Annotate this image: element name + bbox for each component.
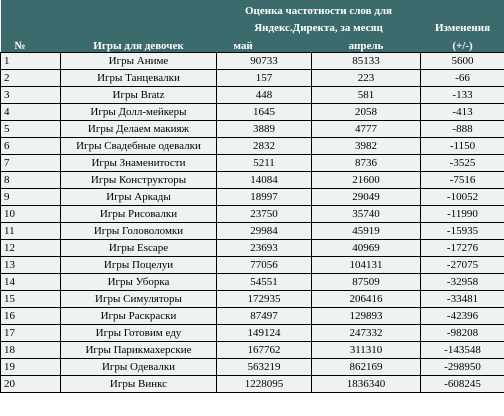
row-number-cell: 12 <box>1 240 61 257</box>
table-row <box>1 138 504 155</box>
change-value-cell: -17276 <box>421 240 504 257</box>
change-value-cell: -888 <box>421 121 504 138</box>
table-row <box>1 206 504 223</box>
game-name-cell: Игры Bratz <box>61 87 217 104</box>
change-value-cell: -10052 <box>421 189 504 206</box>
may-value-cell: 18997 <box>217 189 312 206</box>
april-value-cell: 1836340 <box>312 376 421 393</box>
row-number-cell: 20 <box>1 376 61 393</box>
change-value-cell: -1150 <box>421 138 504 155</box>
change-value-cell: -413 <box>421 104 504 121</box>
may-value-cell: 1645 <box>217 104 312 121</box>
april-value-cell: 45919 <box>312 223 421 240</box>
row-number-cell: 9 <box>1 189 61 206</box>
april-value-cell: 85133 <box>312 53 421 70</box>
game-name-cell: Игры Поцелуи <box>61 257 217 274</box>
change-value-cell: -11990 <box>421 206 504 223</box>
change-value-cell: -32958 <box>421 274 504 291</box>
may-value-cell: 90733 <box>217 53 312 70</box>
row-number-cell: 17 <box>1 325 61 342</box>
game-name-cell: Игры Симуляторы <box>61 291 217 308</box>
table-row <box>1 342 504 359</box>
game-name-cell: Игры Готовим еду <box>61 325 217 342</box>
change-value-cell: -7516 <box>421 172 504 189</box>
table-row <box>1 376 504 393</box>
game-name-cell: Игры Винкс <box>61 376 217 393</box>
table-row <box>1 155 504 172</box>
game-name-cell: Игры Знаменитости <box>61 155 217 172</box>
game-column-header: Игры для девочек <box>61 34 217 53</box>
row-number-cell: 2 <box>1 70 61 87</box>
frequency-header-line2: Яндекс.Директа, за месяц <box>217 17 421 34</box>
change-header-line2: (+/-) <box>421 34 504 53</box>
number-column-header: № <box>1 34 61 53</box>
row-number-cell: 8 <box>1 172 61 189</box>
game-name-cell: Игры Уборка <box>61 274 217 291</box>
table-row <box>1 223 504 240</box>
april-value-cell: 104131 <box>312 257 421 274</box>
game-name-cell: Игры Свадебные одевалки <box>61 138 217 155</box>
table-row <box>1 308 504 325</box>
may-value-cell: 87497 <box>217 308 312 325</box>
table-header <box>1 0 504 53</box>
game-name-cell: Игры Рисовалки <box>61 206 217 223</box>
april-value-cell: 311310 <box>312 342 421 359</box>
row-number-cell: 13 <box>1 257 61 274</box>
may-value-cell: 29984 <box>217 223 312 240</box>
table-row <box>1 121 504 138</box>
may-value-cell: 149124 <box>217 325 312 342</box>
table-row <box>1 325 504 342</box>
table-row <box>1 172 504 189</box>
april-value-cell: 8736 <box>312 155 421 172</box>
table-row <box>1 189 504 206</box>
row-number-cell: 19 <box>1 359 61 376</box>
change-value-cell: -298950 <box>421 359 504 376</box>
may-value-cell: 77056 <box>217 257 312 274</box>
game-name-cell: Игры Аниме <box>61 53 217 70</box>
game-name-cell: Игры Конструкторы <box>61 172 217 189</box>
may-value-cell: 448 <box>217 87 312 104</box>
may-value-cell: 3889 <box>217 121 312 138</box>
row-number-cell: 3 <box>1 87 61 104</box>
table-row <box>1 359 504 376</box>
may-value-cell: 157 <box>217 70 312 87</box>
table-row <box>1 87 504 104</box>
april-value-cell: 206416 <box>312 291 421 308</box>
april-column-header: апрель <box>312 34 421 53</box>
change-value-cell: -15935 <box>421 223 504 240</box>
change-value-cell: -98208 <box>421 325 504 342</box>
game-name-cell: Игры Делаем макияж <box>61 121 217 138</box>
table-row <box>1 291 504 308</box>
may-column-header: май <box>217 34 312 53</box>
game-name-cell: Игры Долл-мейкеры <box>61 104 217 121</box>
change-value-cell: -42396 <box>421 308 504 325</box>
table-row <box>1 274 504 291</box>
change-header-line1: Изменения <box>421 17 504 34</box>
april-value-cell: 2058 <box>312 104 421 121</box>
april-value-cell: 35740 <box>312 206 421 223</box>
may-value-cell: 172935 <box>217 291 312 308</box>
row-number-cell: 14 <box>1 274 61 291</box>
change-value-cell: -608245 <box>421 376 504 393</box>
game-name-cell: Игры Раскраски <box>61 308 217 325</box>
row-number-cell: 11 <box>1 223 61 240</box>
change-value-cell: -3525 <box>421 155 504 172</box>
may-value-cell: 14084 <box>217 172 312 189</box>
change-value-cell: -27075 <box>421 257 504 274</box>
row-number-cell: 7 <box>1 155 61 172</box>
row-number-cell: 18 <box>1 342 61 359</box>
table-row <box>1 257 504 274</box>
table-row <box>1 70 504 87</box>
april-value-cell: 223 <box>312 70 421 87</box>
game-name-cell: Игры Парикмахерские <box>61 342 217 359</box>
april-value-cell: 87509 <box>312 274 421 291</box>
row-number-cell: 16 <box>1 308 61 325</box>
change-value-cell: -143548 <box>421 342 504 359</box>
april-value-cell: 862169 <box>312 359 421 376</box>
may-value-cell: 563219 <box>217 359 312 376</box>
change-value-cell: 5600 <box>421 53 504 70</box>
may-value-cell: 23750 <box>217 206 312 223</box>
frequency-header-line1: Оценка частотности слов для <box>217 0 421 17</box>
change-value-cell: -133 <box>421 87 504 104</box>
change-value-cell: -33481 <box>421 291 504 308</box>
april-value-cell: 21600 <box>312 172 421 189</box>
may-value-cell: 167762 <box>217 342 312 359</box>
row-number-cell: 1 <box>1 53 61 70</box>
game-name-cell: Игры Одевалки <box>61 359 217 376</box>
april-value-cell: 3982 <box>312 138 421 155</box>
may-value-cell: 54551 <box>217 274 312 291</box>
game-name-cell: Игры Головоломки <box>61 223 217 240</box>
table-row <box>1 240 504 257</box>
table-row <box>1 104 504 121</box>
game-name-cell: Игры Escape <box>61 240 217 257</box>
table-body <box>1 53 504 393</box>
april-value-cell: 581 <box>312 87 421 104</box>
april-value-cell: 4777 <box>312 121 421 138</box>
table-row <box>1 53 504 70</box>
may-value-cell: 5211 <box>217 155 312 172</box>
april-value-cell: 247332 <box>312 325 421 342</box>
may-value-cell: 2832 <box>217 138 312 155</box>
may-value-cell: 23693 <box>217 240 312 257</box>
april-value-cell: 129893 <box>312 308 421 325</box>
april-value-cell: 40969 <box>312 240 421 257</box>
may-value-cell: 1228095 <box>217 376 312 393</box>
row-number-cell: 15 <box>1 291 61 308</box>
april-value-cell: 29049 <box>312 189 421 206</box>
row-number-cell: 4 <box>1 104 61 121</box>
change-value-cell: -66 <box>421 70 504 87</box>
row-number-cell: 10 <box>1 206 61 223</box>
row-number-cell: 6 <box>1 138 61 155</box>
game-name-cell: Игры Аркады <box>61 189 217 206</box>
row-number-cell: 5 <box>1 121 61 138</box>
game-name-cell: Игры Танцевалки <box>61 70 217 87</box>
